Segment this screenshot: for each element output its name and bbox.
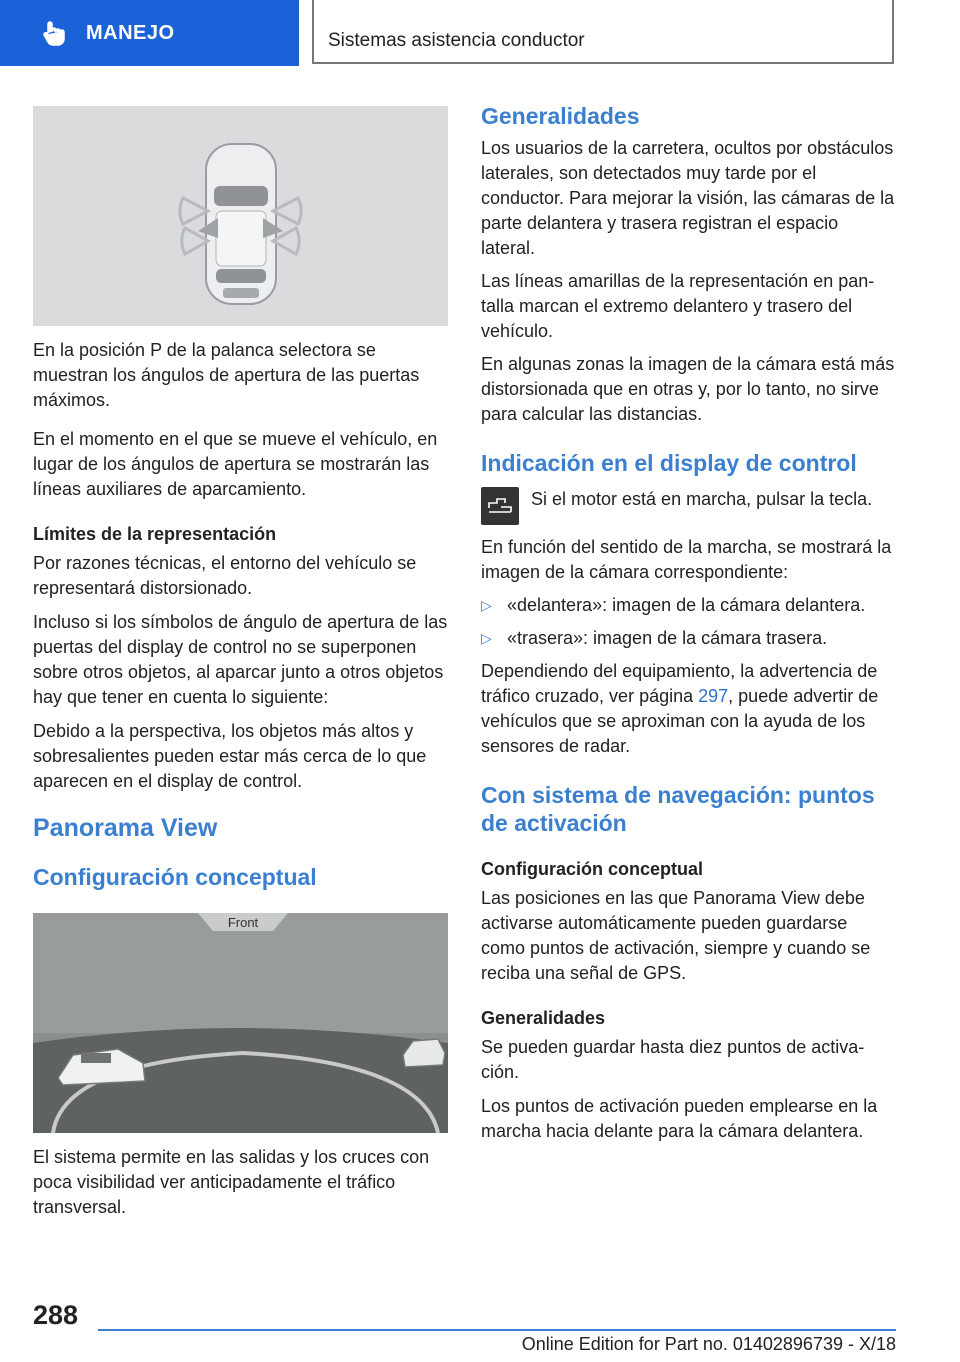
camera-view-illustration xyxy=(33,913,448,1133)
footer-divider xyxy=(98,1329,896,1331)
display-paragraph-2: Dependiendo del equipamiento, la advertencia de tráfico cruzado, ver página 297, puede advertir de vehículos que se aproximan con la ayuda de los sensores de radar. xyxy=(481,661,879,756)
bullet-front: «delantera»: imagen de la cámara delantera. xyxy=(507,595,866,615)
display-icon-text: Si el motor está en marcha, pulsar la tecla. xyxy=(531,489,873,509)
nav-general-paragraph-2: Los puntos de activación pueden emplearse en la marcha hacia delante para la cámara delantera. xyxy=(481,1096,878,1141)
limits-paragraph-3: Debido a la perspectiva, los objetos más altos y sobresalientes pueden estar más cerca de lo que aparecen en el display de control. xyxy=(33,721,427,791)
triangle-bullet-icon: ▷ xyxy=(481,597,492,613)
edition-text: Online Edition for Part no. 01402896739 - X/18 xyxy=(521,1334,896,1354)
nav-general-heading: Generalidades xyxy=(481,1008,606,1028)
camera-button-icon[interactable] xyxy=(481,487,519,525)
general-paragraph-3: En algunas zonas la imagen de la cámara está más distorsionada que en otras y, por lo tanto, no sirve para calcular las distancias. xyxy=(481,354,895,424)
camera-front-label: Front xyxy=(227,915,259,930)
car-top-view-illustration xyxy=(33,106,448,326)
limits-heading: Límites de la representación xyxy=(33,524,277,544)
chapter-header xyxy=(312,0,894,64)
section-label: MANEJO xyxy=(86,21,175,44)
triangle-bullet-icon: ▷ xyxy=(481,630,492,646)
bullet-rear: «trasera»: imagen de la cámara trasera. xyxy=(507,628,828,648)
display-heading: Indicación en el display de control xyxy=(481,450,857,476)
general-heading: Generalidades xyxy=(481,103,640,129)
list-item xyxy=(481,593,896,618)
display-paragraph-1: En función del sentido de la marcha, se mostrará la imagen de la cámara correspondiente: xyxy=(481,537,892,582)
general-paragraph-1: Los usuarios de la carretera, ocultos por obstáculos laterales, son detectados muy tarde por el conductor. Para mejorar la visión, las cámaras de la parte delantera y trasera registran el espacio lateral. xyxy=(481,138,895,258)
general-paragraph-2: Las líneas amarillas de la representación en pantalla marcan el extremo delantero y trasero del vehículo. xyxy=(481,271,875,341)
right-column xyxy=(481,102,896,1144)
camera-caption: El sistema permite en las salidas y los cruces con poca visibilidad ver anticipadamente el tráfico transversal. xyxy=(33,1147,430,1217)
hand-icon xyxy=(40,19,68,47)
panorama-heading: Panorama View xyxy=(33,814,218,842)
parking-camera-icon xyxy=(485,495,515,517)
nav-config-heading: Configuración conceptual xyxy=(481,859,704,879)
page-number: 288 xyxy=(33,1300,79,1330)
car-door-angles-image xyxy=(33,106,448,326)
limits-paragraph-2: Incluso si los símbolos de ángulo de apertura de las puertas del display de control no se superponen sobre otros objetos, al aparcar junto a otros objetos hay que tener en cuenta lo siguiente: xyxy=(33,612,448,707)
paragraph-moving: En el momento en el que se mueve el vehículo, en lugar de los ángulos de apertura se mostrarán las líneas auxiliares de aparcamiento. xyxy=(33,429,438,499)
chapter-title: Sistemas asistencia conductor xyxy=(328,30,585,51)
limits-paragraph-1: Por razones técnicas, el entorno del vehículo se representará distorsionado. xyxy=(33,553,417,598)
car-image-caption: En la posición P de la palanca selectora se muestran los ángulos de apertura de las puertas máximos. xyxy=(33,340,420,410)
display-instruction xyxy=(481,487,896,525)
nav-general-paragraph-1: Se pueden guardar hasta diez puntos de activación. xyxy=(481,1037,865,1082)
section-tab[interactable] xyxy=(0,0,299,66)
list-item xyxy=(481,626,896,651)
left-column xyxy=(33,106,448,1220)
page-link-297[interactable]: 297 xyxy=(698,686,729,706)
camera-view-image xyxy=(33,913,448,1133)
config-heading: Configuración conceptual xyxy=(33,864,317,890)
nav-heading: Con sistema de navegación: puntos de activación xyxy=(481,782,875,836)
nav-config-paragraph: Las posiciones en las que Panorama View debe activarse automáticamente pueden guardarse como puntos de activación, siempre y cuando se reciba una señal de GPS. xyxy=(481,888,871,983)
